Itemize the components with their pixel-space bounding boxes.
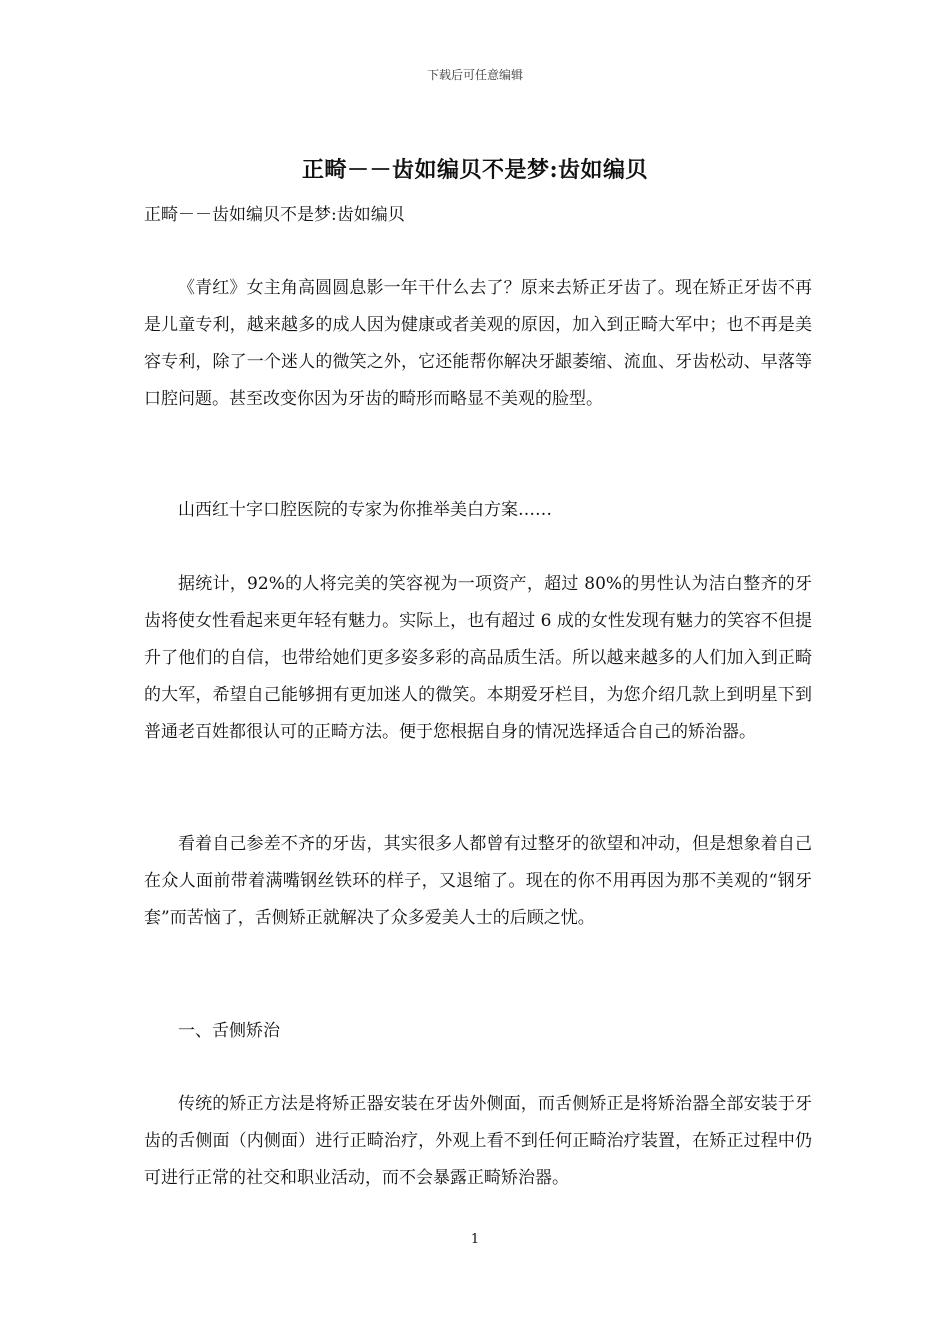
paragraph-1: [144, 270, 812, 418]
paragraph-4: [144, 826, 812, 937]
document-subtitle: 正畸－－齿如编贝不是梦:齿如编贝: [144, 205, 405, 225]
section-heading-text: 一、舌侧矫治: [178, 1021, 280, 1041]
section-heading-lingual: [144, 1013, 812, 1050]
page-header-note: 下载后可任意编辑: [426, 68, 523, 82]
paragraph-text: 据统计，92%的人将完美的笑容视为一项资产，超过 80%的男性认为洁白整齐的牙齿将使女性看起来更年轻有魅力。实际上，也有超过 6 成的女性发现有魅力的笑容不但提升了他们的自信，也带给她们更多姿多彩的高品质生活。所以越来越多的人们加入到正畸的大军，希望自己能够拥有更加迷人的微笑。本期爱牙栏目，为您介绍几款上到明星下到普通老百姓都很认可的正畸方法。便于您根据自身的情况选择适合自己的矫治器。: [144, 574, 812, 742]
page-number: 1: [470, 1232, 480, 1247]
paragraph-text: 山西红十字口腔医院的专家为你推举美白方案……: [178, 500, 552, 520]
paragraph-text: 《青红》女主角高圆圆息影一年干什么去了？原来去矫正牙齿了。现在矫正牙齿不再是儿童专利，越来越多的成人因为健康或者美观的原因，加入到正畸大军中；也不再是美容专利，除了一个迷人的微笑之外，它还能帮你解决牙龈萎缩、流血、牙齿松动、早落等口腔问题。甚至改变你因为牙齿的畸形而略显不美观的脸型。: [144, 278, 812, 409]
document-title: 正畸－－齿如编贝不是梦:齿如编贝: [301, 157, 649, 183]
paragraph-2: [144, 492, 812, 529]
paragraph-text: 传统的矫正方法是将矫正器安装在牙齿外侧面，而舌侧矫正是将矫治器全部安装于牙齿的舌侧面（内侧面）进行正畸治疗，外观上看不到任何正畸治疗装置，在矫正过程中仍可进行正常的社交和职业活动，而不会暴露正畸矫治器。: [144, 1094, 812, 1188]
paragraph-3: [144, 566, 812, 751]
paragraph-5: [144, 1086, 812, 1197]
paragraph-text: 看着自己参差不齐的牙齿，其实很多人都曾有过整牙的欲望和冲动，但是想象着自己在众人面前带着满嘴钢丝铁环的样子，又退缩了。现在的你不用再因为那不美观的“钢牙套”而苦恼了，舌侧矫正就解决了众多爱美人士的后顾之忧。: [144, 834, 812, 928]
